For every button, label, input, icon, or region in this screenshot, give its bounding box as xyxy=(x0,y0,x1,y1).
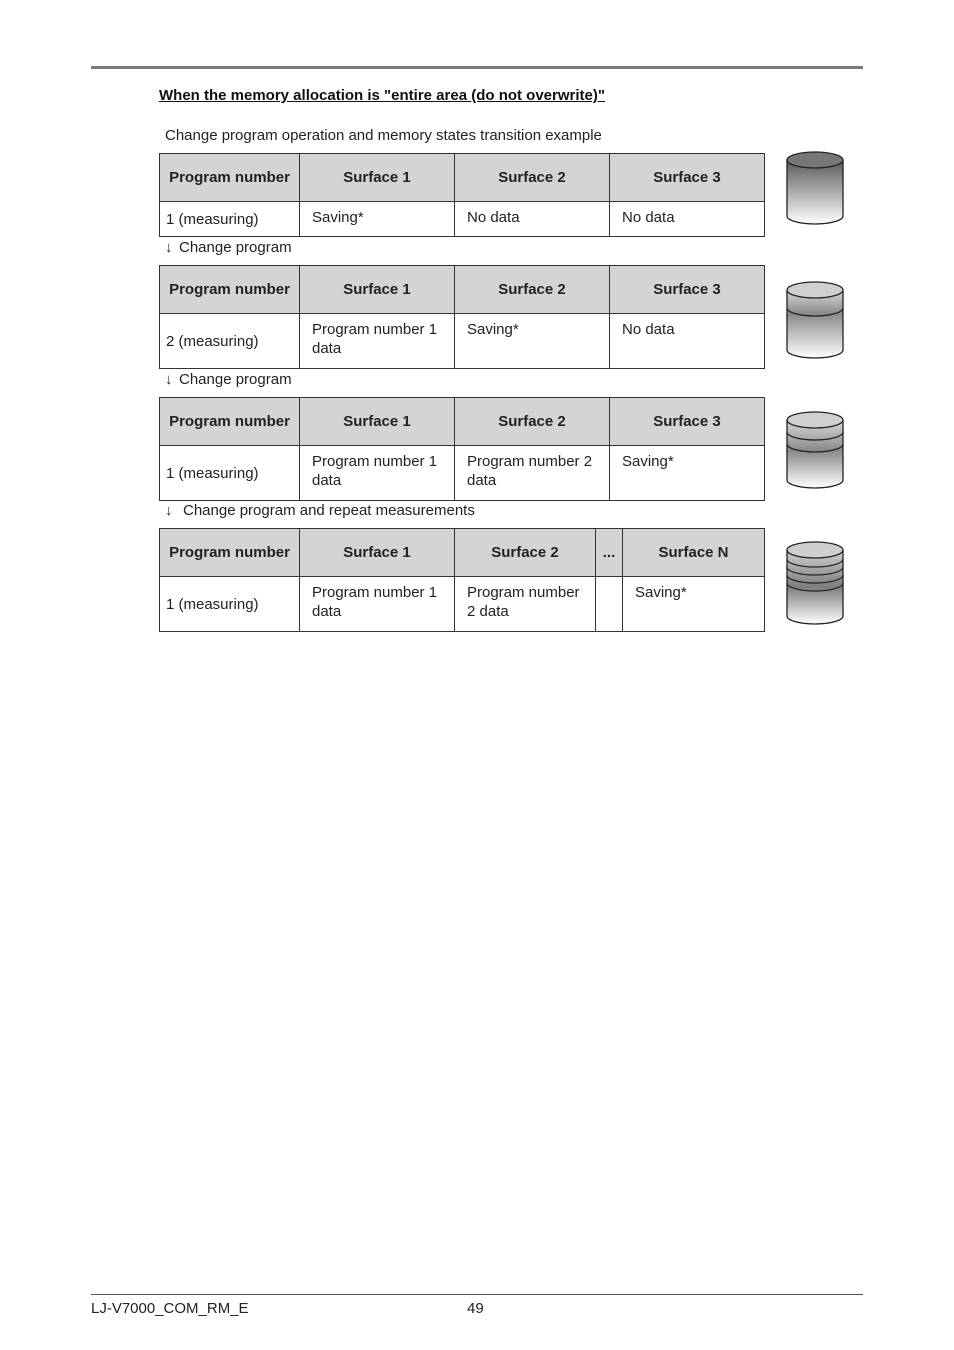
cell-surface-2: No data xyxy=(455,202,610,237)
header-surface-2: Surface 2 xyxy=(455,398,610,446)
down-arrow-icon: ↓ xyxy=(165,502,173,519)
section-heading: When the memory allocation is "entire area (do not overwrite)" xyxy=(159,87,605,104)
cell-ellipsis xyxy=(596,577,623,632)
cell-surface-3: No data xyxy=(610,314,765,369)
cell-surface-1: Program number 1 data xyxy=(300,446,455,501)
header-surface-3: Surface 3 xyxy=(610,398,765,446)
header-ellipsis: ... xyxy=(596,529,623,577)
header-surface-n: Surface N xyxy=(623,529,765,577)
cell-surface-1: Program number 1 data xyxy=(300,577,455,632)
transition-label: Change program xyxy=(179,371,292,388)
header-program-number: Program number xyxy=(160,398,300,446)
memory-state-table-1 xyxy=(159,153,765,237)
cell-program: 1 (measuring) xyxy=(160,446,300,501)
cell-surface-3: No data xyxy=(610,202,765,237)
down-arrow-icon: ↓ xyxy=(165,239,173,256)
transition-label: Change program and repeat measurements xyxy=(183,502,475,519)
header-surface-1: Surface 1 xyxy=(300,529,455,577)
memory-state-table-3 xyxy=(159,397,765,501)
transition-label: Change program xyxy=(179,239,292,256)
header-surface-1: Surface 1 xyxy=(300,398,455,446)
cell-program: 1 (measuring) xyxy=(160,577,300,632)
header-rule xyxy=(91,66,863,69)
cell-surface-n: Saving* xyxy=(623,577,765,632)
header-surface-1: Surface 1 xyxy=(300,266,455,314)
database-cylinder-icon xyxy=(784,410,848,492)
footer-document-id: LJ-V7000_COM_RM_E xyxy=(91,1300,249,1317)
header-surface-3: Surface 3 xyxy=(610,266,765,314)
header-surface-1: Surface 1 xyxy=(300,154,455,202)
cell-program: 2 (measuring) xyxy=(160,314,300,369)
header-surface-2: Surface 2 xyxy=(455,266,610,314)
header-program-number: Program number xyxy=(160,529,300,577)
header-surface-2: Surface 2 xyxy=(455,154,610,202)
cell-surface-2: Program number 2 data xyxy=(455,577,596,632)
transition-2 xyxy=(165,371,292,388)
cell-surface-1: Program number 1 data xyxy=(300,314,455,369)
footer-page-number: 49 xyxy=(467,1300,484,1317)
memory-state-table-2 xyxy=(159,265,765,369)
footer-rule xyxy=(91,1294,863,1295)
example-caption: Change program operation and memory states transition example xyxy=(165,127,602,144)
database-cylinder-icon xyxy=(784,148,848,228)
cell-program: 1 (measuring) xyxy=(160,202,300,237)
down-arrow-icon: ↓ xyxy=(165,371,173,388)
database-cylinder-icon xyxy=(784,538,848,628)
memory-state-table-4 xyxy=(159,528,765,632)
database-cylinder-icon xyxy=(784,280,848,362)
cell-surface-2: Saving* xyxy=(455,314,610,369)
transition-1 xyxy=(165,239,292,256)
header-program-number: Program number xyxy=(160,154,300,202)
cell-surface-3: Saving* xyxy=(610,446,765,501)
header-surface-3: Surface 3 xyxy=(610,154,765,202)
cell-surface-2: Program number 2 data xyxy=(455,446,610,501)
header-program-number: Program number xyxy=(160,266,300,314)
transition-3 xyxy=(165,502,475,519)
cell-surface-1: Saving* xyxy=(300,202,455,237)
header-surface-2: Surface 2 xyxy=(455,529,596,577)
